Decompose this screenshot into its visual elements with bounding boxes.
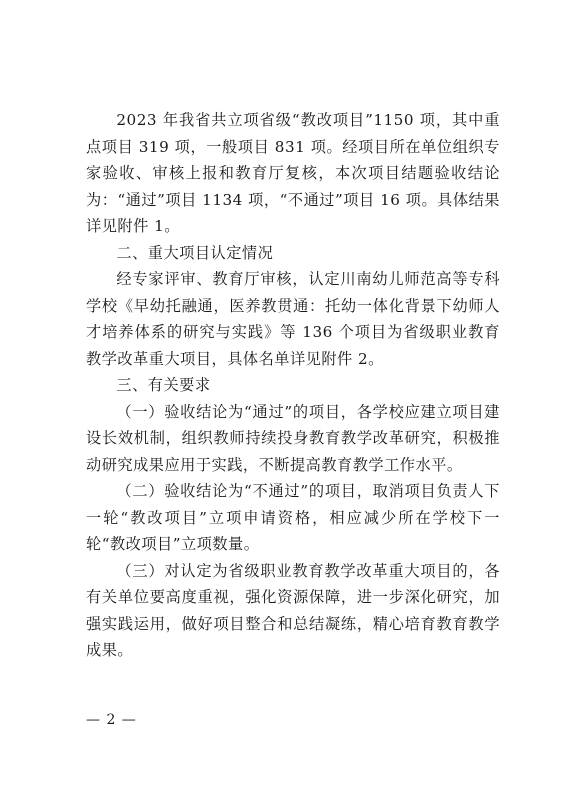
paragraph-requirement-3: （三）对认定为省级职业教育教学改革重大项目的，各有关单位要高度重视，强化资源保障，进一步深化研究，加强实践运用，做好项目整合和总结凝练，精心培育教育教学成果。 (86, 561, 500, 659)
paragraph-major-projects: 经专家评审、教育厅审核，认定川南幼儿师范高等专科学校《早幼托融通，医养教贯通：托幼一体化背景下幼师人才培养体系的研究与实践》等 136 个项目为省级职业教育教学改革重大项目，具体名单详见附件 2。 (86, 270, 500, 368)
document-body (86, 107, 500, 664)
page-number: — 2 — (86, 712, 137, 728)
paragraph-requirement-2: （二）验收结论为“不通过”的项目，取消项目负责人下一轮“教改项目”立项申请资格，相应减少所在学校下一轮“教改项目”立项数量。 (86, 482, 500, 553)
paragraph-requirement-1: （一）验收结论为“通过”的项目，各学校应建立项目建设长效机制，组织教师持续投身教育教学改革研究，积极推动研究成果应用于实践，不断提高教育教学工作水平。 (86, 402, 500, 474)
section-heading-requirements: 三、有关要求 (116, 376, 211, 394)
section-heading-major-projects: 二、重大项目认定情况 (116, 243, 274, 262)
paragraph-summary: 2023 年我省共立项省级“教改项目”1150 项，其中重点项目 319 项，一般项目 831 项。经项目所在单位组织专家验收、审核上报和教育厅复核，本次项目结题验收结论为：“通过”项目 1134 项，“不通过”项目 16 项。具体结果详见附件 1。 (86, 111, 500, 235)
